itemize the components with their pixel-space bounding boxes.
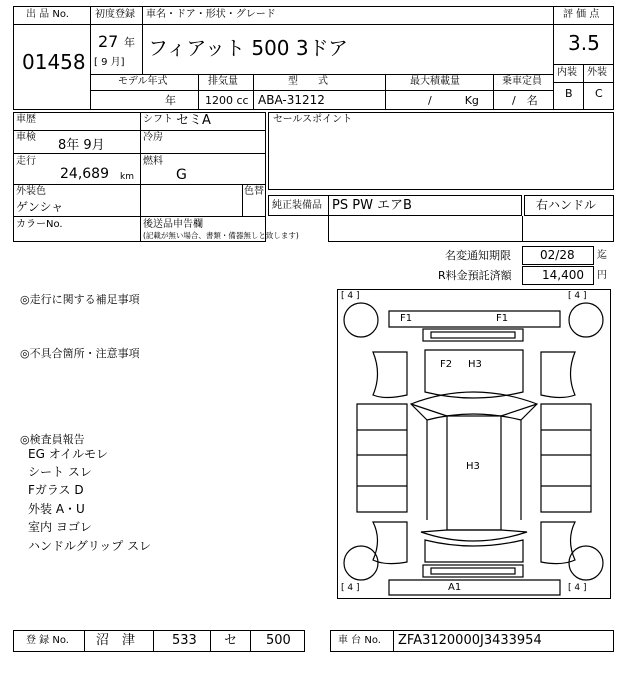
registration-class: 533 [172,633,197,648]
tire-rear-left: [ 4 ] [341,583,360,593]
registration-area: 沼 津 [96,633,136,648]
defect-remarks-label: ◎不具合箇所・注意事項 [20,347,140,360]
tire-front-left: [ 4 ] [341,291,360,301]
color-change-label: 色替 [244,186,264,197]
capacity-label: 乗車定員 [502,76,542,87]
mileage-label: 走行 [16,156,36,167]
driving-remarks-label: ◎走行に関する補足事項 [20,293,140,306]
mileage-value: 24,689 [60,166,109,182]
car-diagram-frame [337,289,611,599]
roof-mark-h3: H3 [466,461,480,472]
inspector-line: 外装 A・U [28,502,85,516]
aftermarket-note: (記載が無い場合、書類・備器無しと致します) [143,231,299,240]
lot-number: 01458 [22,50,86,74]
color-value: ゲンシャ [16,200,64,214]
model-code: ABA-31212 [258,93,325,107]
car-name-label: 車名・ドア・形状・グレード [146,9,276,20]
mileage-unit: km [120,172,134,182]
name-change-label: 名変通知期限 [445,249,511,262]
sales-point-label: セールスポイント [273,114,353,125]
car-name: フィアット 500 3ドア [148,36,349,60]
equipment-value: PS PW エアB [332,198,412,213]
inspector-line: EG オイルモレ [28,447,109,461]
recycle-label: R料金預託済額 [438,269,512,282]
first-reg-label: 初度登録 [95,9,135,20]
rear-bumper-mark: A1 [448,582,462,593]
front-bumper-left-mark: F1 [400,313,413,324]
steering-value: 右ハンドル [536,198,597,212]
recycle-value: 14,400 [542,268,584,282]
interior-label: 内装 [557,67,577,78]
displacement-label: 排気量 [208,76,238,87]
hood-mark-h3: H3 [468,359,482,370]
chassis-number: ZFA3120000J3433954 [398,633,542,648]
hood-mark-f2: F2 [440,359,453,370]
aftermarket-extra-box [328,216,614,242]
name-change-value: 02/28 [540,248,575,262]
registration-label: 登 録 No. [26,635,69,646]
exterior-grade: C [595,87,603,100]
first-reg-year: 27 [98,32,119,51]
tire-rear-right: [ 4 ] [568,583,587,593]
recycle-unit: 円 [597,270,607,281]
tire-front-right: [ 4 ] [568,291,587,301]
inspection-value: 8年 9月 [58,138,105,153]
aftermarket-label: 後送品申告欄 [143,219,203,230]
grade-score: 3.5 [568,31,600,55]
name-change-unit: 迄 [597,250,607,261]
first-reg-month: [ 9 月] [94,57,125,68]
registration-kana: セ [224,633,238,648]
model-year-unit: 年 [165,94,176,107]
interior-grade: B [565,87,573,100]
history-label: 車歴 [16,114,36,125]
capacity: / 名 [512,94,538,107]
max-load: / Kg [428,94,479,107]
grade-label: 評 価 点 [563,9,600,20]
inspector-line: 室内 ヨゴレ [28,520,92,534]
fuel-label: 燃料 [143,156,163,167]
color-no-label: カラーNo. [16,219,63,230]
shift-value: セミA [176,113,211,128]
equipment-label: 純正装備品 [272,200,322,211]
max-load-label: 最大積載量 [410,76,460,87]
model-code-label: 型 式 [288,76,328,87]
year-unit: 年 [124,36,135,49]
displacement: 1200 cc [205,94,249,107]
fuel-value: G [176,167,187,183]
lot-label: 出 品 No. [26,9,69,20]
inspector-line: Fガラス D [28,483,84,497]
inspector-line: シート スレ [28,465,92,479]
registration-number: 500 [266,633,291,648]
inspector-report-label: ◎検査員報告 [20,433,85,446]
inspector-line: ハンドルグリップ スレ [28,539,152,553]
inspection-label: 車検 [16,132,36,143]
shift-label: シフト [143,114,173,125]
chassis-label: 車 台 No. [338,635,381,646]
front-bumper-right-mark: F1 [496,313,509,324]
model-year-label: モデル年式 [118,76,168,87]
exterior-label: 外装 [587,67,607,78]
color-label: 外装色 [16,186,46,197]
aircon-label: 冷房 [143,132,163,143]
